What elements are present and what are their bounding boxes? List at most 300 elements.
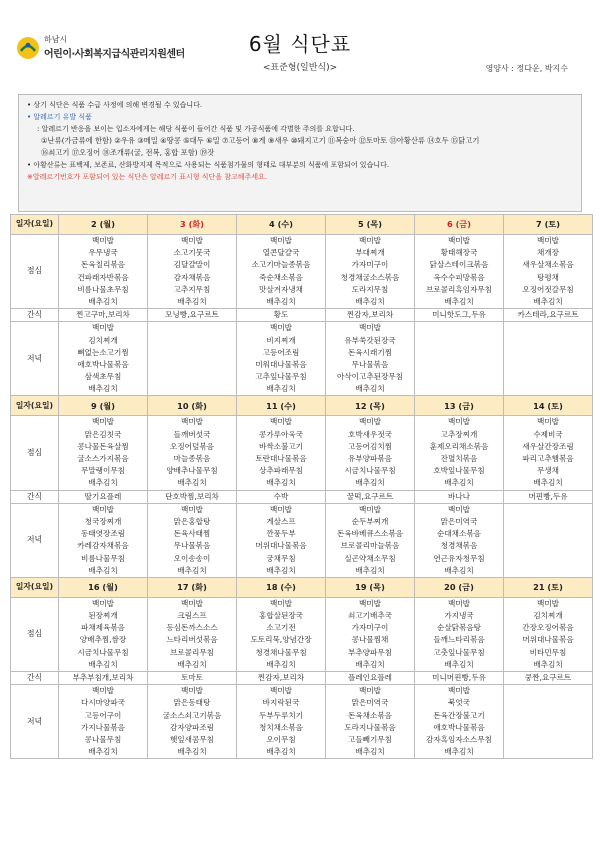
org-name: 어린이·사회복지급식관리지원센터 [44, 49, 185, 60]
lunch-cell [326, 416, 415, 490]
menu-item: 감자채볶음 [173, 272, 211, 282]
menu-item: 고등어조림 [262, 347, 300, 357]
menu-item: 새우살채소볶음 [522, 260, 574, 270]
org-small-name: 하남시 [44, 35, 68, 44]
snack-cell: 머핀빵,두유 [504, 490, 593, 503]
menu-item: 황태해장국 [440, 248, 478, 258]
menu-item: 배추김치 [266, 659, 296, 669]
date-row [11, 215, 593, 235]
menu-item [415, 371, 503, 383]
menu-item: 쇠고기배추국 [347, 611, 392, 621]
menu-item: 실곤약채소무침 [344, 553, 396, 563]
menu-item: 고등어구이 [84, 710, 122, 720]
menu-item: 청경채볶음 [440, 541, 478, 551]
menu-table [10, 214, 593, 759]
menu-item [504, 371, 592, 383]
menu-item: 백미밥 [91, 236, 114, 245]
menu-item: 죽순채소볶음 [258, 272, 303, 282]
dinner-cell [504, 322, 593, 396]
menu-item: 양배추찜,쌈장 [79, 635, 127, 645]
day-header: 3 (화) [148, 215, 237, 235]
date-label: 일자(요일) [11, 215, 59, 235]
menu-item: 간장오징어볶음 [522, 623, 574, 633]
menu-item [504, 685, 592, 697]
menu-item: 백미밥 [180, 236, 203, 245]
menu-item: 백미밥 [269, 598, 292, 608]
menu-item: 맑은미역국 [440, 516, 478, 526]
menu-item: 고춧잎나물무침 [433, 647, 485, 657]
lunch-cell [504, 597, 593, 671]
dinner-label: 저녁 [11, 503, 59, 577]
menu-item: 양배추나물무침 [166, 466, 218, 476]
menu-item: 배추김치 [355, 659, 385, 669]
menu-item: 미워대나물볶음 [255, 359, 307, 369]
menu-item [504, 710, 592, 722]
menu-item: 배추김치 [266, 565, 296, 575]
menu-item: 배추김치 [88, 384, 118, 394]
menu-item: 깐풍두부 [266, 529, 296, 539]
menu-item [148, 371, 236, 383]
menu-item [504, 359, 592, 371]
menu-item: 새우살간장조림 [522, 441, 574, 451]
day-header: 10 (화) [148, 396, 237, 416]
dinner-cell [237, 322, 326, 396]
menu-item: 들깨버섯국 [173, 429, 211, 439]
menu-item: 무말랭이무침 [80, 466, 125, 476]
menu-item: 돈육바베큐스소볶음 [336, 529, 404, 539]
menu-item: 백미밥 [358, 236, 381, 245]
dinner-cell [59, 685, 148, 759]
menu-item: 배추김치 [355, 296, 385, 306]
menu-item: 백미밥 [447, 598, 470, 608]
menu-item: 옥수수피망볶음 [433, 272, 485, 282]
menu-item: 청경채나물무침 [255, 647, 307, 657]
menu-item: 청경채굴소스볶음 [340, 272, 400, 282]
menu-item: 배추김치 [177, 296, 207, 306]
dinner-cell [148, 503, 237, 577]
lunch-cell [59, 416, 148, 490]
note-allergy-heading: • 알레르기 유발 식품 [27, 113, 92, 121]
menu-item: 유부양파볶음 [347, 454, 392, 464]
menu-item: 바싹소불고기 [258, 441, 303, 451]
lunch-cell [237, 235, 326, 309]
menu-item: 애호박나물볶음 [77, 359, 129, 369]
menu-item [504, 383, 592, 395]
note-change: • 상기 식단은 식품 수급 사정에 의해 변경될 수 있습니다. [27, 101, 203, 109]
snack-cell: 찐감자,보리차 [237, 672, 326, 685]
menu-item [504, 746, 592, 758]
page-subtitle: <표준형(일반식)> [262, 63, 338, 73]
menu-item: 백미밥 [91, 686, 114, 696]
allergen-list-2: ⑯쇠고기 ⑰오징어 ⑱조개류(굴, 전복, 홍합 포함) ⑲잣 [41, 148, 215, 157]
menu-item: 고추지무침 [173, 284, 211, 294]
menu-item: 배추김치 [88, 659, 118, 669]
menu-item: 백미밥 [269, 236, 292, 245]
notes-box [18, 94, 582, 212]
nutritionist-names: 영양사 : 정다운, 박지수 [485, 64, 568, 73]
snack-cell: 바나나 [415, 490, 504, 503]
day-header: 5 (목) [326, 215, 415, 235]
menu-item: 순두부찌개 [351, 516, 389, 526]
snack-cell: 단호박찜,보리차 [148, 490, 237, 503]
menu-item: 순살닭볶음탕 [436, 623, 481, 633]
menu-item: 백미밥 [536, 417, 559, 427]
menu-item [504, 504, 592, 516]
menu-item: 무생채 [536, 466, 559, 476]
menu-item: 백미밥 [180, 504, 203, 514]
dinner-cell [326, 503, 415, 577]
menu-item: 맑은김칫국 [84, 429, 122, 439]
note-allergy-reference: ※알레르기번호가 포함되어 있는 식단은 알레르기 표시형 식단을 참고해주세요. [27, 173, 268, 181]
lunch-cell [59, 235, 148, 309]
menu-item: 오이송송이 [173, 553, 211, 563]
menu-item: 백미밥 [180, 686, 203, 696]
lunch-cell [504, 235, 593, 309]
menu-item: 백미밥 [91, 598, 114, 608]
date-row [11, 396, 593, 416]
menu-item: 청국장찌개 [84, 516, 122, 526]
menu-item [504, 347, 592, 359]
menu-item: 브로콜리마늘볶음 [340, 541, 400, 551]
menu-item: 무나물볶음 [173, 541, 211, 551]
menu-item [504, 528, 592, 540]
snack-label: 간식 [11, 490, 59, 503]
menu-item: 가지나물볶음 [80, 722, 125, 732]
menu-item: 백미밥 [269, 504, 292, 514]
snack-cell: 찐고구마,보리차 [59, 309, 148, 322]
menu-item: 배추김치 [88, 478, 118, 488]
menu-item: 백미밥 [180, 417, 203, 427]
menu-item: 감자흑임자소스무침 [425, 734, 493, 744]
menu-item: 비름나물초무침 [77, 284, 129, 294]
menu-item: 도토리묵,양념간장 [250, 635, 312, 645]
menu-item: 콩나물돈육살찜 [77, 441, 129, 451]
menu-item: 굴소스가지볶음 [77, 454, 129, 464]
note-sulfite: • 아황산류는 표백제, 보존료, 산화방지제 목적으로 사용되는 식품첨가물의 형태로 대부분의 식품에 포함되어 있습니다. [27, 161, 390, 169]
menu-item: 된장찌개 [88, 611, 118, 621]
dinner-cell [326, 685, 415, 759]
snack-label: 간식 [11, 672, 59, 685]
lunch-cell [148, 416, 237, 490]
menu-item: 배추김치 [266, 384, 296, 394]
menu-item: 돈육사태찜 [173, 529, 211, 539]
menu-item: 햇잎새콤무침 [169, 734, 214, 744]
menu-item: 머위대나물볶음 [255, 541, 307, 551]
menu-item: 아삭이고추된장무침 [336, 372, 404, 382]
lunch-cell [59, 597, 148, 671]
menu-item [148, 347, 236, 359]
menu-item [148, 335, 236, 347]
menu-item: 배추김치 [355, 747, 385, 757]
menu-item: 배추김치 [355, 478, 385, 488]
menu-item: 훈제오리채소볶음 [429, 441, 489, 451]
snack-cell: 꿀떡,요구르트 [326, 490, 415, 503]
dinner-cell [148, 685, 237, 759]
lunch-cell [326, 597, 415, 671]
menu-item: 카레감자채볶음 [77, 541, 129, 551]
snack-row [11, 672, 593, 685]
date-row [11, 577, 593, 597]
menu-item: 돈육시래기찜 [347, 347, 392, 357]
menu-item: 뼈없는소고기찜 [77, 347, 129, 357]
page-header [0, 0, 600, 88]
menu-item [504, 516, 592, 528]
menu-item: 배추김치 [355, 565, 385, 575]
snack-label: 간식 [11, 309, 59, 322]
snack-row [11, 309, 593, 322]
menu-item: 고들빼기무침 [347, 734, 392, 744]
lunch-label: 점심 [11, 235, 59, 309]
menu-item: 백미밥 [269, 686, 292, 696]
page-title: 6월 식단표 [248, 32, 352, 56]
menu-item: 파채제육볶음 [80, 623, 125, 633]
menu-item: 토란대나물볶음 [255, 454, 307, 464]
snack-cell: 미니머핀빵,두유 [415, 672, 504, 685]
menu-item: 굴소스쇠고기볶음 [162, 710, 222, 720]
menu-item: 부추양파무침 [347, 647, 392, 657]
date-label: 일자(요일) [11, 577, 59, 597]
menu-item: 백미밥 [358, 686, 381, 696]
snack-cell: 황도 [237, 309, 326, 322]
menu-item: 가지냉국 [444, 611, 474, 621]
day-header: 13 (금) [415, 396, 504, 416]
menu-item: 배추김치 [177, 659, 207, 669]
menu-item: 비지찌개 [266, 335, 296, 345]
dinner-cell [59, 322, 148, 396]
menu-item: 도라지무침 [351, 284, 389, 294]
dinner-label: 저녁 [11, 685, 59, 759]
menu-item [504, 322, 592, 334]
lunch-cell [504, 416, 593, 490]
menu-item: 백미밥 [447, 686, 470, 696]
menu-item: 연근유자청무침 [433, 553, 485, 563]
day-header: 12 (목) [326, 396, 415, 416]
dinner-cell [415, 503, 504, 577]
menu-item: 게살스프 [266, 516, 296, 526]
dinner-cell [326, 322, 415, 396]
menu-item: 소고기뭇국 [173, 248, 211, 258]
allergen-list-1: ①난류(가금류에 한함) ②우유 ③메밀 ④땅콩 ⑤대두 ⑥밀 ⑦고등어 ⑧게 ⑨새우 ⑩돼지고기 ⑪복숭아 ⑫토마토 ⑬아황산류 ⑭호두 ⑮닭고기 [41, 136, 480, 145]
menu-item: 크림스프 [177, 611, 207, 621]
menu-item: 머위대나물볶음 [522, 635, 574, 645]
day-header: 17 (화) [148, 577, 237, 597]
snack-cell: 쿵짠,요구르트 [504, 672, 593, 685]
menu-item [415, 335, 503, 347]
menu-item: 배추김치 [533, 478, 563, 488]
day-header: 14 (토) [504, 396, 593, 416]
menu-item: 배추김치 [444, 659, 474, 669]
day-header: 11 (수) [237, 396, 326, 416]
menu-item: 호박새우젓국 [347, 429, 392, 439]
menu-item: 잔멸치볶음 [440, 454, 478, 464]
menu-item: 고추잎나물무침 [255, 372, 307, 382]
menu-item: 돈육채소볶음 [347, 710, 392, 720]
note-allergy-caution: : 알레르기 반응을 보이는 입소자에게는 해당 식품이 들어간 식품 및 가공식품에 각별한 주의를 요합니다. [37, 125, 355, 133]
snack-cell: 플레인요플레 [326, 672, 415, 685]
menu-item: 배추김치 [533, 659, 563, 669]
menu-item: 백미밥 [536, 598, 559, 608]
snack-cell: 토마토 [148, 672, 237, 685]
menu-item: 배추김치 [266, 747, 296, 757]
lunch-cell [237, 597, 326, 671]
lunch-row [11, 235, 593, 309]
menu-item: 감자양파조림 [169, 722, 214, 732]
menu-item: 백미밥 [358, 598, 381, 608]
snack-cell: 찐감자,보리차 [326, 309, 415, 322]
lunch-row [11, 416, 593, 490]
menu-item: 백미밥 [91, 417, 114, 427]
menu-item: 백미밥 [358, 417, 381, 427]
menu-item: 콩가루아욱국 [258, 429, 303, 439]
menu-item: 비타민무침 [529, 647, 567, 657]
menu-item: 맑은미역국 [351, 698, 389, 708]
menu-item: 상추파래무침 [258, 466, 303, 476]
menu-item: 애호박나물볶음 [433, 722, 485, 732]
menu-item: 배추김치 [444, 747, 474, 757]
dinner-cell [504, 503, 593, 577]
day-header: 4 (수) [237, 215, 326, 235]
menu-item [148, 322, 236, 334]
lunch-cell [148, 597, 237, 671]
menu-item: 파리고추햄볶음 [522, 454, 574, 464]
menu-item: 비름나물무침 [80, 553, 125, 563]
menu-item [148, 359, 236, 371]
menu-item [504, 722, 592, 734]
menu-item: 김치찌개 [533, 611, 563, 621]
lunch-cell [415, 597, 504, 671]
menu-item [504, 565, 592, 577]
day-header: 19 (목) [326, 577, 415, 597]
day-header: 16 (월) [59, 577, 148, 597]
menu-item: 궁채무침 [266, 553, 296, 563]
dinner-cell [504, 685, 593, 759]
menu-item: 배추김치 [355, 384, 385, 394]
menu-item: 고등어김치찜 [347, 441, 392, 451]
menu-item: 닭살스테이크볶음 [429, 260, 489, 270]
menu-item: 유부쑥갓된장국 [344, 335, 396, 345]
day-header: 21 (토) [504, 577, 593, 597]
menu-item: 백미밥 [536, 236, 559, 245]
menu-item: 브로콜리흑임자무침 [425, 284, 493, 294]
menu-item: 콩나물무침 [84, 734, 122, 744]
menu-item: 백미밥 [447, 504, 470, 514]
dinner-row [11, 503, 593, 577]
menu-item: 배추김치 [444, 478, 474, 488]
menu-item: 백미밥 [447, 417, 470, 427]
snack-cell: 부추부침개,보리차 [59, 672, 148, 685]
menu-item: 맑은홍합탕 [173, 516, 211, 526]
menu-item: 백미밥 [91, 504, 114, 514]
menu-item: 바지락된국 [262, 698, 300, 708]
menu-item [148, 383, 236, 395]
menu-item: 무나물볶음 [351, 359, 389, 369]
menu-item: 백미밥 [358, 504, 381, 514]
dinner-cell [148, 322, 237, 396]
snack-cell: 미니핫도그,두유 [415, 309, 504, 322]
dinner-cell [59, 503, 148, 577]
menu-item: 백미밥 [269, 323, 292, 333]
dinner-row [11, 685, 593, 759]
menu-item: 수제비국 [533, 429, 563, 439]
menu-item: 백미밥 [269, 417, 292, 427]
menu-item [504, 734, 592, 746]
snack-row [11, 490, 593, 503]
menu-item: 삼색초무침 [84, 372, 122, 382]
menu-item: 호박잎나물무침 [433, 466, 485, 476]
menu-item: 맛살겨자냉채 [258, 284, 303, 294]
menu-item: 배추김치 [266, 478, 296, 488]
menu-item: 오징어덮볶음 [169, 441, 214, 451]
menu-item: 백미밥 [91, 323, 114, 333]
dinner-label: 저녁 [11, 322, 59, 396]
menu-item: 돈육간장불고기 [433, 710, 485, 720]
menu-item: 탕평채 [536, 272, 559, 282]
snack-cell: 딸기요플레 [59, 490, 148, 503]
menu-item: 배추김치 [533, 296, 563, 306]
menu-item: 김치찌개 [88, 335, 118, 345]
day-header: 18 (수) [237, 577, 326, 597]
menu-item: 배추김치 [444, 565, 474, 575]
menu-item: 등심돈까스소스 [166, 623, 218, 633]
menu-item: 가자미구이 [351, 260, 389, 270]
lunch-cell [415, 416, 504, 490]
menu-item: 돈육칠리볶음 [80, 260, 125, 270]
menu-item: 우무냉국 [88, 248, 118, 258]
dinner-cell [415, 685, 504, 759]
menu-item [415, 359, 503, 371]
menu-item [504, 697, 592, 709]
menu-item: 홍합살된장국 [258, 611, 303, 621]
snack-cell: 모닝빵,요구르트 [148, 309, 237, 322]
dinner-row [11, 322, 593, 396]
dinner-cell [237, 503, 326, 577]
lunch-cell [326, 235, 415, 309]
menu-item: 콩나물찜채 [351, 635, 389, 645]
menu-item: 느타리버섯볶음 [166, 635, 218, 645]
day-header: 20 (금) [415, 577, 504, 597]
menu-item: 브로콜리무침 [169, 647, 214, 657]
snack-cell: 카스테라,요구르트 [504, 309, 593, 322]
menu-item: 가자미구이 [351, 623, 389, 633]
lunch-cell [148, 235, 237, 309]
menu-item: 동태엿장조림 [80, 529, 125, 539]
date-label: 일자(요일) [11, 396, 59, 416]
menu-item: 청치채소볶음 [258, 722, 303, 732]
menu-item: 배추김치 [88, 296, 118, 306]
menu-item: 들깨느타리볶음 [433, 635, 485, 645]
menu-item: 김달걀말이 [173, 260, 211, 270]
menu-item: 백미밥 [180, 598, 203, 608]
menu-item: 배추김치 [444, 296, 474, 306]
lunch-row [11, 597, 593, 671]
day-header: 9 (월) [59, 396, 148, 416]
menu-item: 배추김치 [177, 565, 207, 575]
menu-item: 고추장찌개 [440, 429, 478, 439]
menu-item [415, 383, 503, 395]
day-header: 2 (월) [59, 215, 148, 235]
menu-item: 순대채소볶음 [436, 529, 481, 539]
menu-item: 부대찌개 [355, 248, 385, 258]
menu-item: 채개장 [536, 248, 559, 258]
menu-item: 백미밥 [358, 323, 381, 333]
menu-item: 맑은동태탕 [173, 698, 211, 708]
menu-item: 시금치나물무침 [77, 647, 129, 657]
snack-cell: 수박 [237, 490, 326, 503]
menu-item: 도라지나물볶음 [344, 722, 396, 732]
menu-item: 소고기전 [266, 623, 296, 633]
dinner-cell [237, 685, 326, 759]
menu-item [415, 347, 503, 359]
